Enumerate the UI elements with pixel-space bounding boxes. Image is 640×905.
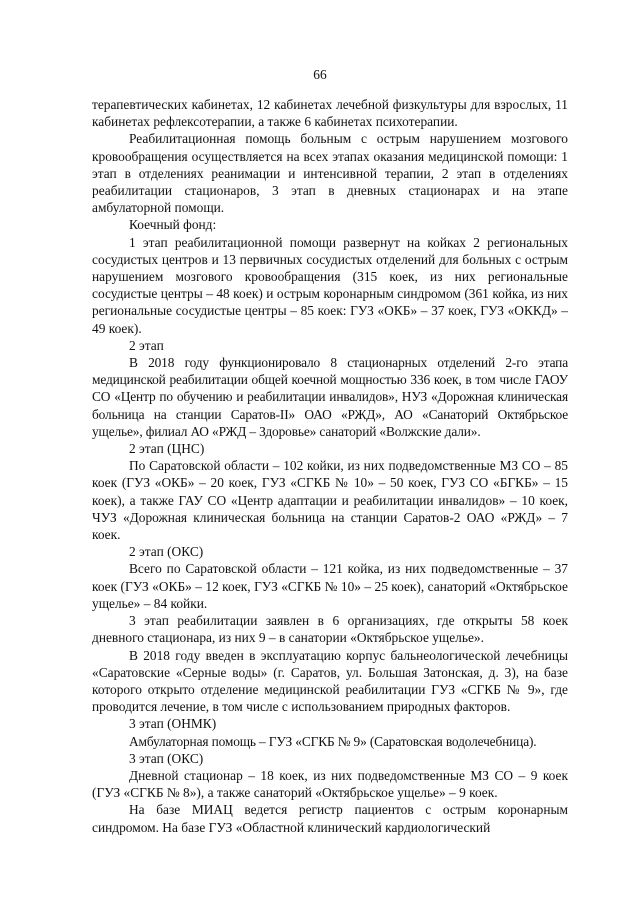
page-number: 66 [313,67,327,82]
heading-stage-2: 2 этап [129,337,164,353]
paragraph-balneology-building: В 2018 году введен в эксплуатацию корпус бальнеологической лечебницы «Саратовские «Серные воды» (г. Саратов, ул. Большая Затонская, д. 3), на базе которого открыто отделение медицинской реабилитации ГУЗ «СГКБ № 9», где проводится лечение, в том числе с использованием природных факторов. [92,647,568,715]
heading-stage-3-oks: 3 этап (ОКС) [129,750,204,766]
paragraph-rehab-stages: Реабилитационная помощь больным с острым нарушением мозгового кровообращения осуществляется на всех этапах оказания медицинской помощи: 1 этап в отделениях реанимации и интенсивной терапии, 2 этап в отделениях реабилитации стационаров, 3 этап в дневных стационарах и на этапе амбулаторной помощи. [92,131,568,216]
heading-stage-3-onmk: 3 этап (ОНМК) [129,716,217,732]
document-body [92,96,568,836]
paragraph-stage-2-cns: По Саратовской области – 102 койки, из них подведомственные МЗ СО – 85 коек (ГУЗ «ОКБ» – 20 коек, ГУЗ «СГКБ № 10» – 50 коек, ГУЗ СО «БГКБ» – 15 коек), а также ГАУ СО «Центр адаптации и реабилитации инвалидов» – 10 коек, ЧУЗ «Дорожная клиническая больница на станции Саратов-2 ОАО «РЖД» – 7 коек. [92,458,568,543]
heading-stage-2-cns: 2 этап (ЦНС) [129,441,205,457]
paragraph-stage-2-oks: Всего по Саратовской области – 121 койка, из них подведомственные – 37 коек (ГУЗ «ОКБ» – 12 коек, ГУЗ «СГКБ № 10» – 25 коек), санаторий «Октябрьское ущелье» – 84 койки. [92,561,568,611]
heading-stage-2-oks: 2 этап (ОКС) [129,544,204,560]
paragraph-stage-1: 1 этап реабилитационной помощи развернут на койках 2 региональных сосудистых центров и 13 первичных сосудистых отделений для больных с острым нарушением мозгового кровообращения (315 коек, из них региональные сосудистые центры – 48 коек) и острым коронарным синдромом (361 койка, из них региональные сосудистые центры – 85 коек: ГУЗ «ОКБ» – 37 коек, ГУЗ «ОККД» – 49 коек). [92,234,568,336]
paragraph-stage-2-2018: В 2018 году функционировало 8 стационарных отделений 2-го этапа медицинской реабилитации общей коечной мощностью 336 коек, в том числе ГАОУ СО «Центр по обучению и реабилитации инвалидов», НУЗ «Дорожная клиническая больница на станции Саратов-II» ОАО «РЖД», АО «Санаторий Октябрьское ущелье», филиал АО «РЖД – Здоровье» санаторий «Волжские дали». [92,355,568,439]
heading-bed-fund: Коечный фонд: [129,217,217,233]
paragraph-treatment-rooms: терапевтических кабинетах, 12 кабинетах лечебной физкультуры для взрослых, 11 кабинетах рефлексотерапии, а также 6 кабинетах психотерапии. [92,97,568,130]
paragraph-stage-3-oks: Дневной стационар – 18 коек, из них подведомственные МЗ СО – 9 коек (ГУЗ «СГКБ № 8»), а также санаторий «Октябрьское ущелье» – 9 коек. [92,767,568,801]
paragraph-stage-3-day-hospital: 3 этап реабилитации заявлен в 6 организациях, где открыты 58 коек дневного стационара, из них 9 – в санатории «Октябрьское ущелье». [92,613,568,646]
paragraph-miac-registry: На базе МИАЦ ведется регистр пациентов с острым коронарным синдромом. На базе ГУЗ «Областной клинический кардиологический [92,802,568,835]
paragraph-outpatient-care: Амбулаторная помощь – ГУЗ «СГКБ № 9» (Саратовская водолечебница). [129,733,537,749]
